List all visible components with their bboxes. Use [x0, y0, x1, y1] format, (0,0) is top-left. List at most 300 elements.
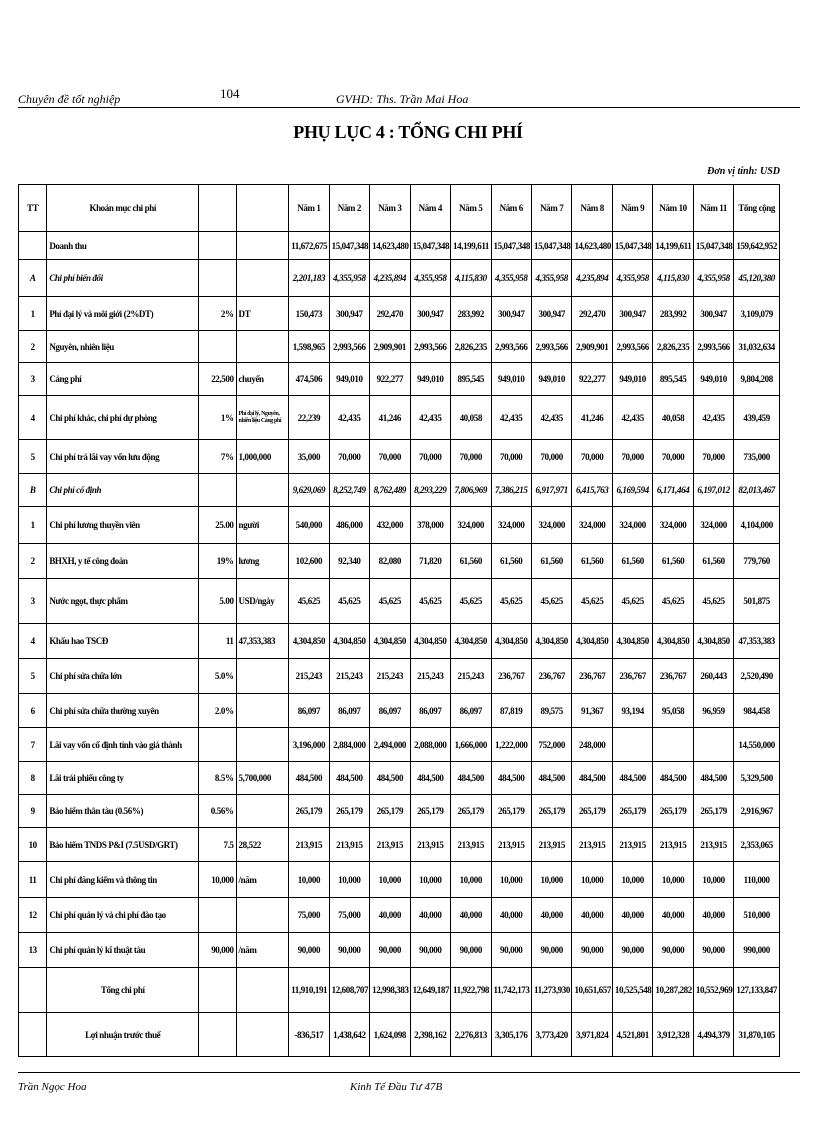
row-number [19, 232, 47, 260]
col-header-tt: TT [19, 185, 47, 232]
year-value-cell: 90,000 [612, 933, 652, 968]
year-value-cell: 949,010 [693, 363, 733, 396]
year-value-cell: 2,884,000 [329, 728, 369, 762]
row-number [19, 1013, 47, 1057]
year-value-cell: 90,000 [531, 933, 571, 968]
year-value-cell: 4,355,958 [612, 260, 652, 297]
year-value-cell: 10,000 [693, 862, 733, 898]
year-value-cell: 324,000 [491, 507, 531, 544]
year-value-cell: 2,993,566 [612, 331, 652, 363]
year-value-cell: 93,194 [612, 694, 652, 728]
row-number: A [19, 260, 47, 297]
year-value-cell: 236,767 [653, 659, 693, 694]
row-label: Chi phí sửa chữa thường xuyên [47, 694, 199, 728]
year-value-cell: 14,623,480 [572, 232, 612, 260]
year-value-cell: 895,545 [451, 363, 491, 396]
year-value-cell: 4,355,958 [410, 260, 450, 297]
year-value-cell: 10,552,969 [693, 968, 733, 1013]
year-value-cell: 45,625 [451, 579, 491, 624]
year-value-cell: 2,826,235 [653, 331, 693, 363]
year-value-cell: 949,010 [531, 363, 571, 396]
row-total: 159,642,952 [734, 232, 780, 260]
row-rate [199, 1013, 236, 1057]
year-value-cell: 213,915 [289, 828, 329, 862]
row-number: 4 [19, 624, 47, 659]
year-value-cell: 10,525,548 [612, 968, 652, 1013]
year-value-cell: 4,355,958 [491, 260, 531, 297]
year-value-cell: 4,304,850 [491, 624, 531, 659]
year-value-cell: 215,243 [329, 659, 369, 694]
year-value-cell: 11,742,173 [491, 968, 531, 1013]
year-value-cell: 10,000 [370, 862, 410, 898]
year-value-cell: 752,000 [531, 728, 571, 762]
row-rate [199, 260, 236, 297]
col-header-year: Năm 11 [693, 185, 733, 232]
year-value-cell: 150,473 [289, 297, 329, 331]
year-value-cell: 11,922,798 [451, 968, 491, 1013]
cost-table-body [19, 185, 780, 1057]
year-value-cell: 45,625 [410, 579, 450, 624]
year-value-cell: 2,201,183 [289, 260, 329, 297]
year-value-cell: 949,010 [410, 363, 450, 396]
year-value-cell: 213,915 [410, 828, 450, 862]
header-thesis-label: Chuyên đề tốt nghiệp [18, 92, 121, 106]
year-value-cell: 2,909,901 [370, 331, 410, 363]
year-value-cell: 2,088,000 [410, 728, 450, 762]
year-value-cell: 95,058 [653, 694, 693, 728]
year-value-cell: 4,304,850 [451, 624, 491, 659]
row-rate: 7.5 [199, 828, 236, 862]
year-value-cell: 4,355,958 [693, 260, 733, 297]
row-rate: 0.56% [199, 795, 236, 828]
year-value-cell: 1,624,098 [370, 1013, 410, 1057]
row-base [236, 694, 289, 728]
row-label: BHXH, y tế công đoàn [47, 544, 199, 579]
row-base [236, 659, 289, 694]
table-row [19, 694, 780, 728]
year-value-cell: 324,000 [572, 507, 612, 544]
year-value-cell: 300,947 [612, 297, 652, 331]
year-value-cell: 45,625 [289, 579, 329, 624]
year-value-cell: 61,560 [572, 544, 612, 579]
row-base [236, 474, 289, 507]
row-total: 735,000 [734, 440, 780, 474]
row-number: 7 [19, 728, 47, 762]
row-label: Chi phí khác, chi phí dự phòng [47, 396, 199, 440]
year-value-cell: 70,000 [531, 440, 571, 474]
footer-class: Kinh Tế Đầu Tư 47B [350, 1081, 443, 1093]
row-base [236, 260, 289, 297]
col-header-year: Năm 1 [289, 185, 329, 232]
row-base: USD/ngày [236, 579, 289, 624]
year-value-cell: 895,545 [653, 363, 693, 396]
row-rate [199, 232, 236, 260]
year-value-cell: 484,500 [653, 762, 693, 795]
year-value-cell: 45,625 [572, 579, 612, 624]
year-value-cell: 3,912,328 [653, 1013, 693, 1057]
year-value-cell: 102,600 [289, 544, 329, 579]
page-header [18, 86, 798, 108]
year-value-cell: 86,097 [370, 694, 410, 728]
row-number: 2 [19, 331, 47, 363]
year-value-cell: 10,000 [410, 862, 450, 898]
year-value-cell: 213,915 [612, 828, 652, 862]
year-value-cell: 41,246 [572, 396, 612, 440]
table-row [19, 440, 780, 474]
year-value-cell: 3,773,420 [531, 1013, 571, 1057]
table-row [19, 659, 780, 694]
year-value-cell: 213,915 [451, 828, 491, 862]
year-value-cell: 40,000 [572, 898, 612, 933]
year-value-cell: 70,000 [491, 440, 531, 474]
year-value-cell: 40,000 [693, 898, 733, 933]
row-number: B [19, 474, 47, 507]
row-base [236, 331, 289, 363]
year-value-cell: 4,304,850 [410, 624, 450, 659]
row-label: Nguyên, nhiên liệu [47, 331, 199, 363]
row-base: DT [236, 297, 289, 331]
year-value-cell: 4,521,801 [612, 1013, 652, 1057]
year-value-cell: 42,435 [410, 396, 450, 440]
row-total: 47,353,383 [734, 624, 780, 659]
table-row [19, 297, 780, 331]
row-label: Nước ngọt, thực phẩm [47, 579, 199, 624]
row-total: 510,000 [734, 898, 780, 933]
year-value-cell: 3,971,824 [572, 1013, 612, 1057]
row-label: Phí đại lý và môi giới (2%DT) [47, 297, 199, 331]
year-value-cell: 12,649,187 [410, 968, 450, 1013]
year-value-cell: 484,500 [693, 762, 733, 795]
row-number: 1 [19, 297, 47, 331]
unit-label: Đơn vị tính: USD [707, 166, 780, 177]
row-label: Chi phí đăng kiểm và thông tin [47, 862, 199, 898]
year-value-cell: 15,047,348 [410, 232, 450, 260]
row-number: 10 [19, 828, 47, 862]
year-value-cell: 8,293,229 [410, 474, 450, 507]
year-value-cell: 265,179 [693, 795, 733, 828]
row-total: 5,329,500 [734, 762, 780, 795]
year-value-cell: 15,047,348 [329, 232, 369, 260]
year-value-cell: 215,243 [410, 659, 450, 694]
year-value-cell: 1,438,642 [329, 1013, 369, 1057]
col-header-year: Năm 2 [329, 185, 369, 232]
year-value-cell: 213,915 [491, 828, 531, 862]
header-advisor: GVHD: Ths. Trần Mai Hoa [336, 92, 469, 106]
year-value-cell: 70,000 [329, 440, 369, 474]
table-row [19, 579, 780, 624]
year-value-cell: 484,500 [491, 762, 531, 795]
row-number: 5 [19, 659, 47, 694]
year-value-cell: 90,000 [289, 933, 329, 968]
year-value-cell: 236,767 [572, 659, 612, 694]
year-value-cell: 4,494,379 [693, 1013, 733, 1057]
year-value-cell: 324,000 [451, 507, 491, 544]
year-value-cell: 265,179 [451, 795, 491, 828]
year-value-cell: 70,000 [653, 440, 693, 474]
col-header-total: Tổng cộng [734, 185, 780, 232]
year-value-cell: 11,910,191 [289, 968, 329, 1013]
year-value-cell: 10,000 [572, 862, 612, 898]
year-value-cell: 45,625 [531, 579, 571, 624]
col-header-item: Khoản mục chi phí [47, 185, 199, 232]
row-number: 6 [19, 694, 47, 728]
row-rate: 7% [199, 440, 236, 474]
year-value-cell: 4,235,894 [572, 260, 612, 297]
year-value-cell: 61,560 [491, 544, 531, 579]
table-row [19, 762, 780, 795]
year-value-cell: 2,276,813 [451, 1013, 491, 1057]
year-value-cell: 89,575 [531, 694, 571, 728]
row-rate: 11 [199, 624, 236, 659]
year-value-cell: 15,047,348 [491, 232, 531, 260]
table-row [19, 331, 780, 363]
year-value-cell: 61,560 [653, 544, 693, 579]
row-total: 2,353,065 [734, 828, 780, 862]
row-label: Cảng phí [47, 363, 199, 396]
year-value-cell: 91,367 [572, 694, 612, 728]
year-value-cell: 10,287,282 [653, 968, 693, 1013]
year-value-cell: 2,826,235 [451, 331, 491, 363]
row-rate [199, 331, 236, 363]
row-rate: 22,500 [199, 363, 236, 396]
year-value-cell: 90,000 [329, 933, 369, 968]
row-number: 3 [19, 363, 47, 396]
col-header-year: Năm 6 [491, 185, 531, 232]
year-value-cell: -836,517 [289, 1013, 329, 1057]
row-label: Lãi trái phiếu công ty [47, 762, 199, 795]
year-value-cell: 474,506 [289, 363, 329, 396]
year-value-cell: 2,993,566 [491, 331, 531, 363]
year-value-cell: 11,273,930 [531, 968, 571, 1013]
row-base: 47,353,383 [236, 624, 289, 659]
row-total: 31,870,105 [734, 1013, 780, 1057]
year-value-cell: 41,246 [370, 396, 410, 440]
year-value-cell: 4,304,850 [289, 624, 329, 659]
table-row [19, 862, 780, 898]
page-number: 104 [220, 86, 240, 101]
row-base: lương [236, 544, 289, 579]
year-value-cell: 4,304,850 [612, 624, 652, 659]
year-value-cell: 70,000 [370, 440, 410, 474]
row-total: 2,520,490 [734, 659, 780, 694]
year-value-cell: 213,915 [531, 828, 571, 862]
year-value-cell: 6,171,464 [653, 474, 693, 507]
year-value-cell: 1,222,000 [491, 728, 531, 762]
year-value-cell: 90,000 [370, 933, 410, 968]
year-value-cell: 213,915 [572, 828, 612, 862]
table-row [19, 968, 780, 1013]
year-value-cell: 300,947 [531, 297, 571, 331]
year-value-cell: 213,915 [370, 828, 410, 862]
year-value-cell: 484,500 [531, 762, 571, 795]
year-value-cell: 265,179 [491, 795, 531, 828]
year-value-cell: 486,000 [329, 507, 369, 544]
year-value-cell: 265,179 [289, 795, 329, 828]
year-value-cell: 14,199,611 [451, 232, 491, 260]
year-value-cell: 90,000 [693, 933, 733, 968]
year-value-cell: 236,767 [612, 659, 652, 694]
row-number: 2 [19, 544, 47, 579]
year-value-cell: 2,909,901 [572, 331, 612, 363]
row-total: 45,120,380 [734, 260, 780, 297]
year-value-cell: 82,080 [370, 544, 410, 579]
row-label: Chi phí biến đổi [47, 260, 199, 297]
year-value-cell: 3,196,000 [289, 728, 329, 762]
row-number: 11 [19, 862, 47, 898]
row-number: 9 [19, 795, 47, 828]
year-value-cell: 42,435 [491, 396, 531, 440]
year-value-cell: 70,000 [572, 440, 612, 474]
col-header-base [236, 185, 289, 232]
year-value-cell: 45,625 [693, 579, 733, 624]
table-header-row [19, 185, 780, 232]
table-row [19, 260, 780, 297]
table-row [19, 396, 780, 440]
year-value-cell: 12,608,707 [329, 968, 369, 1013]
year-value-cell: 265,179 [653, 795, 693, 828]
row-label: Doanh thu [47, 232, 199, 260]
row-label: Chi phí quản lý và chi phí đào tạo [47, 898, 199, 933]
year-value-cell: 6,169,594 [612, 474, 652, 507]
year-value-cell: 10,000 [531, 862, 571, 898]
year-value-cell: 10,000 [289, 862, 329, 898]
row-total: 4,104,000 [734, 507, 780, 544]
year-value-cell: 265,179 [531, 795, 571, 828]
row-label: Chi phí sửa chữa lớn [47, 659, 199, 694]
row-base [236, 968, 289, 1013]
year-value-cell: 40,058 [653, 396, 693, 440]
year-value-cell: 213,915 [329, 828, 369, 862]
year-value-cell: 90,000 [572, 933, 612, 968]
year-value-cell: 70,000 [612, 440, 652, 474]
row-label: Bảo hiểm thân tàu (0.56%) [47, 795, 199, 828]
row-total: 9,804,208 [734, 363, 780, 396]
row-rate: 5.00 [199, 579, 236, 624]
row-rate: 25.00 [199, 507, 236, 544]
year-value-cell: 949,010 [612, 363, 652, 396]
row-rate [199, 728, 236, 762]
year-value-cell: 40,000 [370, 898, 410, 933]
year-value-cell: 6,197,012 [693, 474, 733, 507]
table-row [19, 898, 780, 933]
year-value-cell: 86,097 [329, 694, 369, 728]
year-value-cell: 45,625 [370, 579, 410, 624]
year-value-cell: 8,762,489 [370, 474, 410, 507]
row-base [236, 1013, 289, 1057]
col-header-year: Năm 7 [531, 185, 571, 232]
year-value-cell: 14,199,611 [653, 232, 693, 260]
row-rate: 2% [199, 297, 236, 331]
year-value-cell: 4,304,850 [531, 624, 571, 659]
year-value-cell: 4,115,830 [451, 260, 491, 297]
table-row [19, 507, 780, 544]
year-value-cell: 10,000 [612, 862, 652, 898]
year-value-cell: 215,243 [289, 659, 329, 694]
row-total: 110,000 [734, 862, 780, 898]
row-total: 127,133,847 [734, 968, 780, 1013]
year-value-cell: 61,560 [451, 544, 491, 579]
year-value-cell: 292,470 [572, 297, 612, 331]
year-value-cell: 42,435 [612, 396, 652, 440]
row-number [19, 968, 47, 1013]
year-value-cell: 1,666,000 [451, 728, 491, 762]
year-value-cell: 378,000 [410, 507, 450, 544]
year-value-cell: 2,993,566 [531, 331, 571, 363]
row-total: 990,000 [734, 933, 780, 968]
year-value-cell: 4,304,850 [653, 624, 693, 659]
year-value-cell: 7,806,969 [451, 474, 491, 507]
row-rate: 10,000 [199, 862, 236, 898]
year-value-cell: 45,625 [491, 579, 531, 624]
year-value-cell: 484,500 [612, 762, 652, 795]
year-value-cell: 7,386,215 [491, 474, 531, 507]
year-value-cell: 2,494,000 [370, 728, 410, 762]
row-rate: 19% [199, 544, 236, 579]
year-value-cell: 949,010 [329, 363, 369, 396]
year-value-cell: 45,625 [653, 579, 693, 624]
year-value-cell: 15,047,348 [693, 232, 733, 260]
year-value-cell: 10,000 [653, 862, 693, 898]
row-number: 4 [19, 396, 47, 440]
year-value-cell: 4,304,850 [329, 624, 369, 659]
row-base: 1,000,000 [236, 440, 289, 474]
year-value-cell: 484,500 [451, 762, 491, 795]
row-number: 13 [19, 933, 47, 968]
page-footer [18, 1075, 798, 1095]
row-base [236, 898, 289, 933]
year-value-cell: 86,097 [289, 694, 329, 728]
year-value-cell: 96,959 [693, 694, 733, 728]
year-value-cell: 70,000 [693, 440, 733, 474]
table-row [19, 474, 780, 507]
year-value-cell: 10,651,657 [572, 968, 612, 1013]
year-value-cell: 484,500 [410, 762, 450, 795]
year-value-cell: 4,355,958 [329, 260, 369, 297]
year-value-cell: 4,115,830 [653, 260, 693, 297]
year-value-cell: 8,252,749 [329, 474, 369, 507]
year-value-cell: 70,000 [410, 440, 450, 474]
year-value-cell: 90,000 [410, 933, 450, 968]
row-label: Chi phí quản lý kĩ thuật tàu [47, 933, 199, 968]
row-base [236, 795, 289, 828]
row-label: Chi phí lương thuyền viên [47, 507, 199, 544]
year-value-cell: 949,010 [491, 363, 531, 396]
year-value-cell: 2,993,566 [693, 331, 733, 363]
year-value-cell: 70,000 [451, 440, 491, 474]
year-value-cell: 213,915 [653, 828, 693, 862]
year-value-cell: 484,500 [572, 762, 612, 795]
year-value-cell: 540,000 [289, 507, 329, 544]
col-header-year: Năm 8 [572, 185, 612, 232]
row-total: 779,760 [734, 544, 780, 579]
col-header-year: Năm 9 [612, 185, 652, 232]
row-base: /năm [236, 933, 289, 968]
year-value-cell: 215,243 [451, 659, 491, 694]
year-value-cell: 432,000 [370, 507, 410, 544]
year-value-cell: 248,000 [572, 728, 612, 762]
year-value-cell: 265,179 [370, 795, 410, 828]
year-value-cell [612, 728, 652, 762]
year-value-cell: 922,277 [572, 363, 612, 396]
row-total: 501,875 [734, 579, 780, 624]
year-value-cell: 300,947 [491, 297, 531, 331]
year-value-cell: 61,560 [612, 544, 652, 579]
table-row [19, 624, 780, 659]
year-value-cell: 86,097 [410, 694, 450, 728]
year-value-cell: 90,000 [451, 933, 491, 968]
year-value-cell: 92,340 [329, 544, 369, 579]
year-value-cell: 300,947 [410, 297, 450, 331]
